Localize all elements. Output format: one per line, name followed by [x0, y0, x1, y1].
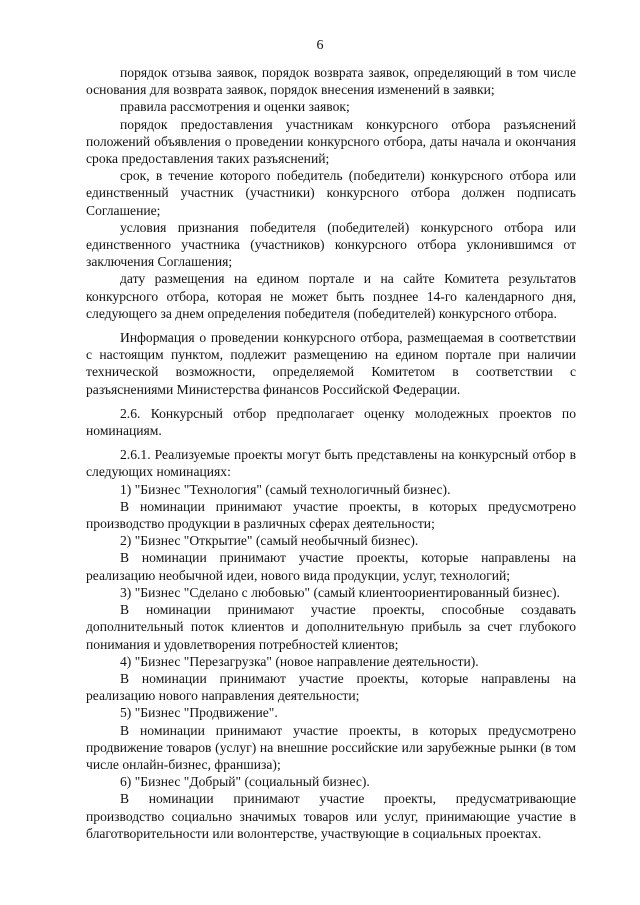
nomination-title: 5) "Бизнес "Продвижение". — [120, 705, 278, 721]
nomination-description: В номинации принимают участие проекты, предусматривающие производство социально значимых товаров или услуг, принимающие участие в благотворительности или волонтерстве, участвующие в социальных проектах. — [86, 791, 576, 841]
nomination-title: 6) "Бизнес "Добрый" (социальный бизнес). — [120, 774, 370, 790]
nomination-description: В номинации принимают участие проекты, которые направлены на реализацию необычной идеи, нового вида продукции, услуг, технологий; — [86, 550, 576, 583]
document-body — [86, 64, 576, 842]
paragraph: Информация о проведении конкурсного отбора, размещаемая в соответствии с настоящим пунктом, подлежит размещению на едином портале при наличии технической возможности, определяемой Комитетом в соответствии с разъяснениями Министерства финансов Российской Федерации. — [86, 330, 576, 397]
nomination-description: В номинации принимают участие проекты, в которых предусмотрено продвижение товаров (услуг) на внешние российские или зарубежные рынки (в том числе онлайн-бизнес, франшиза); — [86, 722, 576, 772]
paragraph: порядок отзыва заявок, порядок возврата заявок, определяющий в том числе основания для возврата заявок, порядок внесения изменений в заявки; — [86, 65, 576, 98]
nomination-title: 3) "Бизнес "Сделано с любовью" (самый клиентоориентированный бизнес). — [120, 584, 560, 600]
nomination-title: 1) "Бизнес "Технология" (самый технологичный бизнес). — [120, 481, 451, 497]
paragraph: порядок предоставления участникам конкурсного отбора разъяснений положений объявления о проведении конкурсного отбора, даты начала и окончания срока предоставления таких разъяснений; — [86, 116, 576, 167]
paragraph: правила рассмотрения и оценки заявок; — [120, 99, 350, 115]
paragraph: дату размещения на едином портале и на сайте Комитета результатов конкурсного отбора, которая не может быть позднее 14-го календарного дня, следующего за днем определения победителя (победителей) конкурсного отбора. — [86, 271, 576, 321]
subsection-paragraph: 2.6.1. Реализуемые проекты могут быть представлены на конкурсный отбор в следующих номинациях: — [86, 447, 576, 480]
nomination-title: 4) "Бизнес "Перезагрузка" (новое направление деятельности). — [120, 653, 479, 669]
paragraph: условия признания победителя (победителей) конкурсного отбора или единственного участника (участников) конкурсного отбора уклонившимся от заключения Соглашения; — [86, 219, 576, 270]
paragraph: срок, в течение которого победитель (победители) конкурсного отбора или единственный участник (участники) конкурсного отбора должен подписать Соглашение; — [86, 168, 576, 218]
nomination-description: В номинации принимают участие проекты, которые направлены на реализацию нового направления деятельности; — [86, 670, 576, 704]
nomination-title: 2) "Бизнес "Открытие" (самый необычный бизнес). — [120, 533, 419, 549]
section-paragraph: 2.6. Конкурсный отбор предполагает оценку молодежных проектов по номинациям. — [86, 405, 576, 439]
nomination-description: В номинации принимают участие проекты, способные создавать дополнительный поток клиентов и дополнительную прибыль за счет глубокого понимания и удовлетворения потребностей клиентов; — [86, 602, 576, 652]
page-number: 6 — [316, 38, 324, 53]
nomination-description: В номинации принимают участие проекты, в которых предусмотрено производство продукции в различных сферах деятельности; — [86, 498, 576, 532]
